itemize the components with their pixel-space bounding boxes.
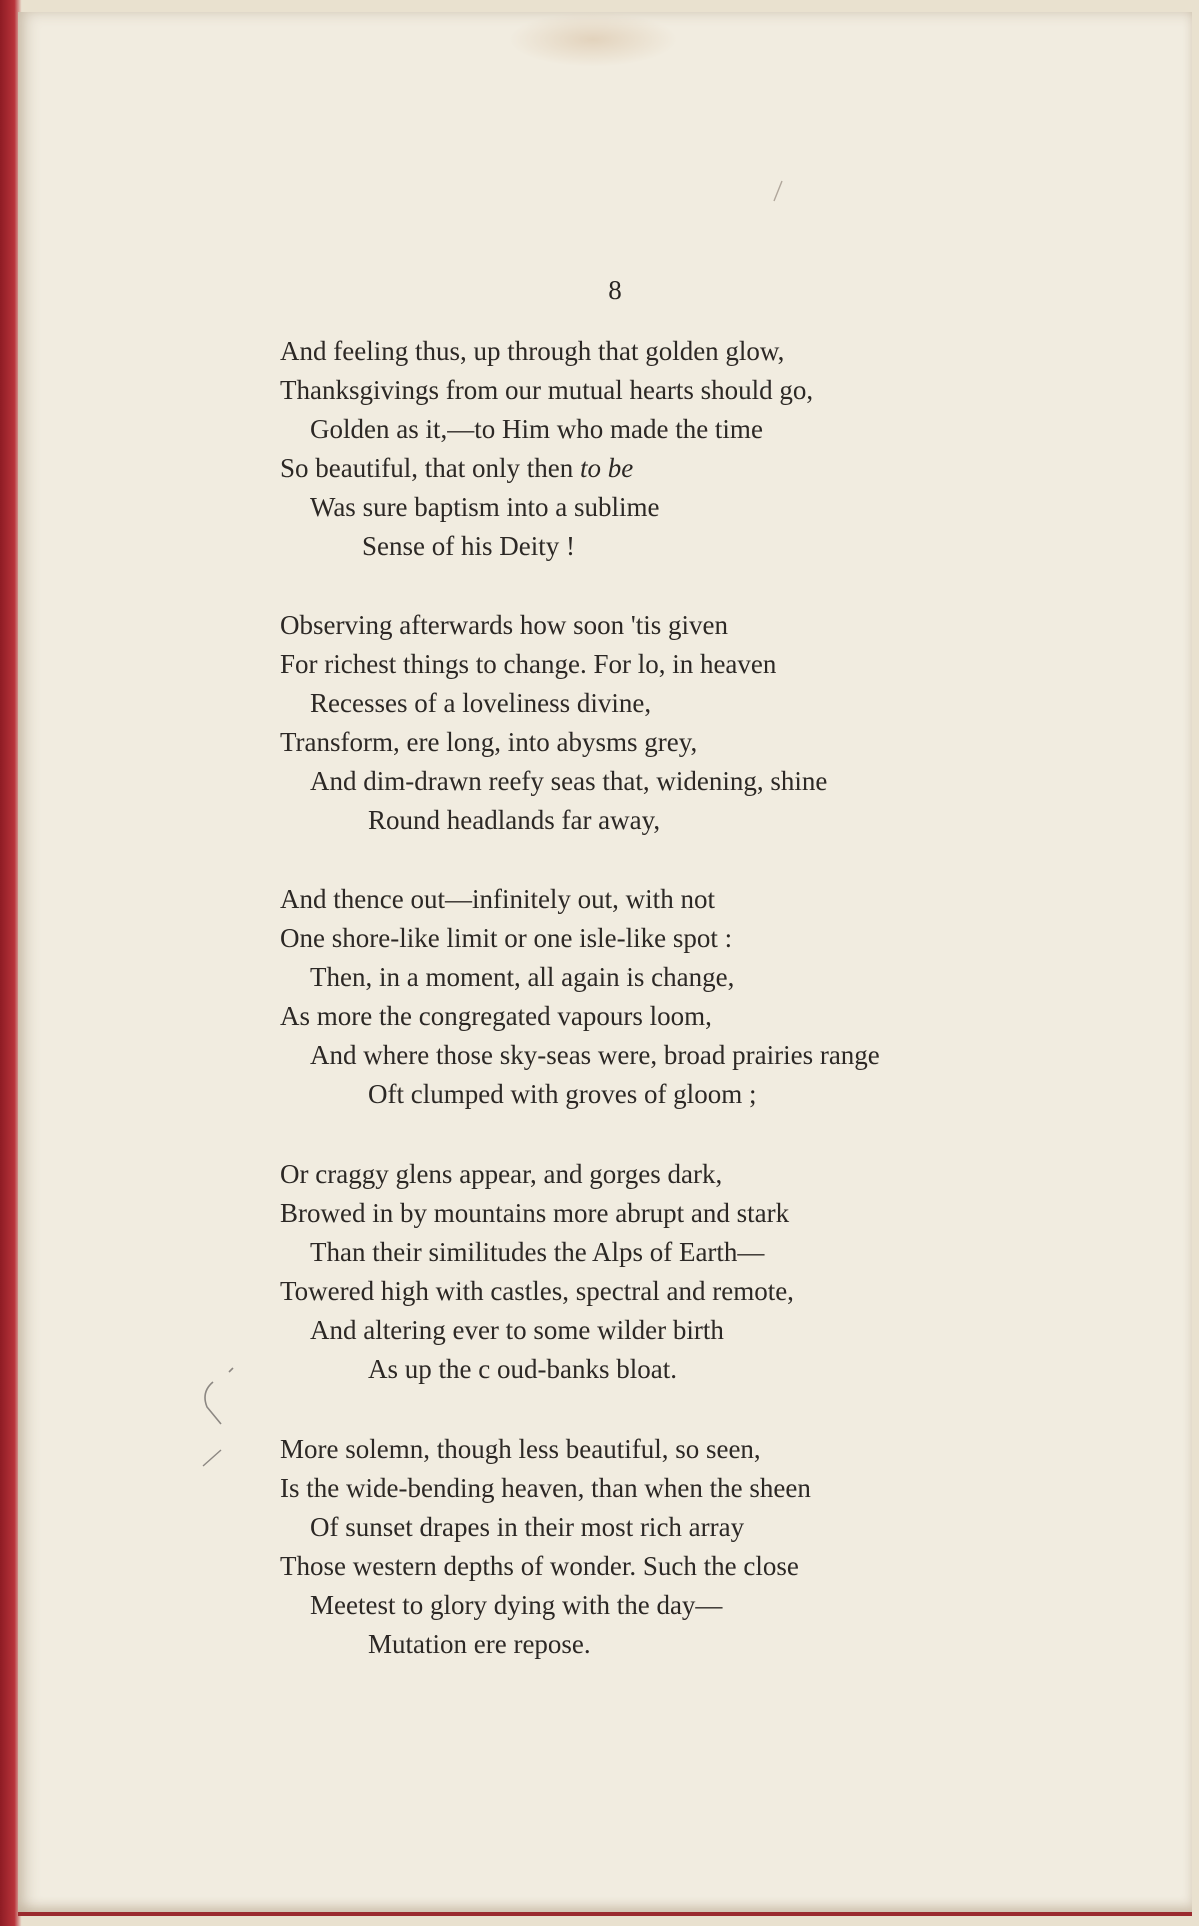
italic-phrase: to be [579, 453, 634, 483]
poem-line: Meetest to glory dying with the day— [310, 1590, 723, 1620]
poem-line: Observing afterwards how soon 'tis given [280, 610, 729, 640]
stanza-5 [280, 1430, 1040, 1664]
poem-line: And feeling thus, up through that golden glow, [280, 336, 785, 366]
poem-line: Mutation ere repose. [368, 1629, 591, 1659]
poem-line: And where those sky-seas were, broad prairies range [310, 1040, 880, 1070]
poem-line: Or craggy glens appear, and gorges dark, [280, 1159, 723, 1189]
poem-line: For richest things to change. For lo, in heaven [280, 649, 777, 679]
poem-line-text: So beautiful, that only then [280, 453, 580, 483]
poem-line: One shore-like limit or one isle-like spot : [280, 923, 733, 953]
poem-line: Recesses of a loveliness divine, [310, 688, 652, 718]
stanza-4 [280, 1155, 1040, 1389]
poem-line-with-italic [280, 449, 1040, 488]
poem-line: Golden as it,—to Him who made the time [310, 414, 763, 444]
poem-line: Thanksgivings from our mutual hearts should go, [280, 375, 814, 405]
poem-line: More solemn, though less beautiful, so seen, [280, 1434, 761, 1464]
poem-line: Then, in a moment, all again is change, [310, 962, 735, 992]
poem-line: Browed in by mountains more abrupt and stark [280, 1198, 790, 1228]
poem-line: Those western depths of wonder. Such the close [280, 1551, 799, 1581]
poem-line: And thence out—infinitely out, with not [280, 884, 715, 914]
poem-line: And dim-drawn reefy seas that, widening, shine [310, 766, 828, 796]
poem-line: As up the c oud-banks bloat. [368, 1354, 677, 1384]
poem-line: Than their similitudes the Alps of Earth— [310, 1237, 765, 1267]
poem-line: Was sure baptism into a sublime [310, 492, 660, 522]
poem-line: Transform, ere long, into abysms grey, [280, 727, 698, 757]
book-page [18, 12, 1192, 1916]
poem-line: As more the congregated vapours loom, [280, 1001, 712, 1031]
poem-line: And altering ever to some wilder birth [310, 1315, 724, 1345]
poem-line: Sense of his Deity ! [362, 531, 575, 561]
poem-line: Towered high with castles, spectral and remote, [280, 1276, 794, 1306]
page-stain [508, 12, 678, 67]
poem-line: Oft clumped with groves of gloom ; [368, 1079, 757, 1109]
poem-line: Is the wide-bending heaven, than when the sheen [280, 1473, 811, 1503]
poem-line: Round headlands far away, [368, 805, 661, 835]
pencil-mark-icon [193, 1362, 253, 1472]
stanza-3 [280, 880, 1040, 1114]
poem-line: Of sunset drapes in their most rich array [310, 1512, 745, 1542]
stanza-2 [280, 606, 1040, 840]
stanza-1 [280, 332, 1040, 566]
pencil-tick-icon [768, 177, 788, 207]
page-number: 8 [608, 275, 622, 305]
